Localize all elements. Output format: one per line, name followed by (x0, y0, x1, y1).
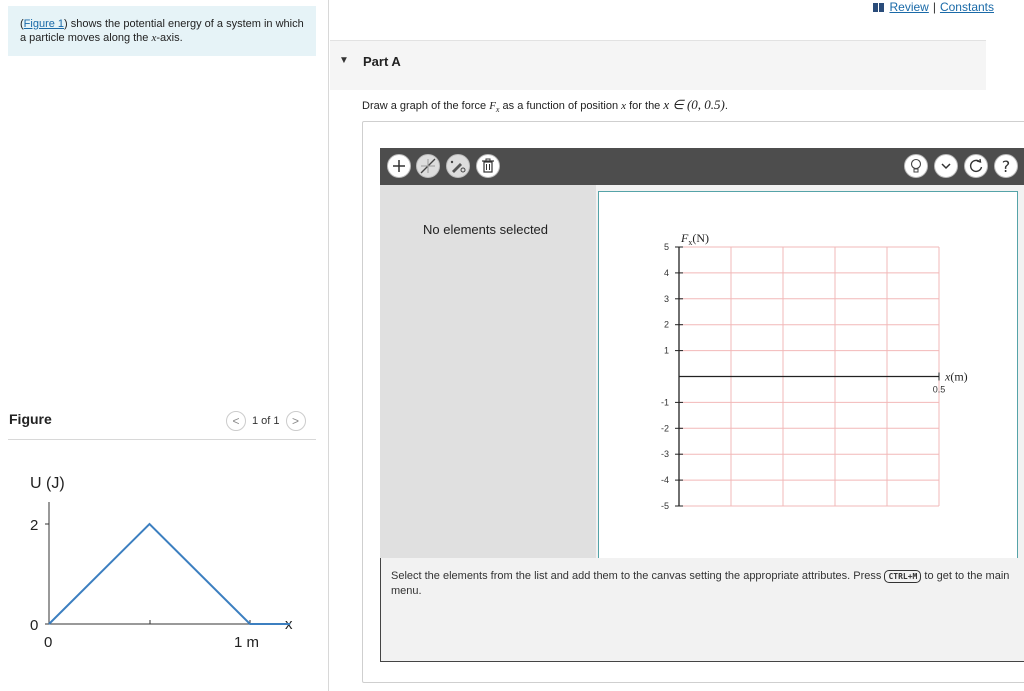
constants-link[interactable]: Constants (939, 0, 994, 14)
figure-ylabel: U (J) (30, 475, 65, 492)
line-tool-button[interactable] (416, 154, 440, 178)
link-separator: | (932, 0, 936, 14)
x-tick-label: 0.5 (932, 384, 946, 395)
no-elements-text: No elements selected (423, 222, 549, 237)
figure-link[interactable]: Figure 1 (23, 18, 65, 30)
instructions-after: to get to the main menu. (391, 570, 1010, 597)
force-var-sub: x (495, 105, 500, 115)
domain-expression: x ∈ (0, 0.5) (663, 97, 725, 112)
y-tick-label: -5 (660, 501, 669, 511)
question-prefix: Draw a graph of the force (362, 100, 490, 112)
trash-icon (481, 158, 495, 174)
open-paren: ( (20, 18, 24, 30)
chevron-down-icon (940, 161, 952, 171)
part-title: Part A (363, 54, 401, 69)
figure-ytick-2: 2 (30, 517, 39, 534)
x-axis-label-unit: (m) (950, 369, 968, 384)
graph-toolbar (380, 148, 1024, 185)
y-tick-label: 2 (663, 319, 669, 330)
review-link[interactable]: Review (889, 0, 929, 14)
potential-energy-figure (8, 462, 308, 662)
delete-button[interactable] (476, 154, 500, 178)
potential-energy-curve (49, 524, 290, 624)
add-element-button[interactable] (387, 154, 411, 178)
figure-xtick-1m: 1 m (234, 634, 260, 651)
line-tool-icon (419, 157, 437, 175)
y-tick-label: 5 (663, 242, 669, 252)
problem-var: x (151, 32, 157, 44)
figure-pager (226, 411, 306, 431)
top-links (873, 0, 994, 14)
x-axis-label-var: x (945, 369, 951, 384)
pager-count: 1 of 1 (252, 415, 280, 427)
y-tick-label: -4 (660, 475, 669, 486)
book-icon (873, 3, 885, 12)
edit-points-icon (449, 157, 467, 175)
graph-canvas-frame[interactable] (598, 191, 1018, 559)
hint-button[interactable] (904, 154, 928, 178)
problem-text-end: -axis. (156, 32, 183, 44)
help-button[interactable]: ? (994, 154, 1018, 178)
force-var-symbol: F (489, 100, 496, 112)
lightbulb-icon (909, 158, 923, 174)
column-divider (328, 0, 329, 691)
force-var (489, 100, 500, 115)
reset-button[interactable] (964, 154, 988, 178)
question-mid2: for the (626, 100, 664, 112)
figure-ytick-0: 0 (30, 617, 39, 634)
y-tick-label: -1 (660, 397, 669, 408)
prev-figure-button[interactable]: < (226, 411, 246, 431)
y-tick-label: 3 (663, 293, 669, 304)
instructions-before: Select the elements from the list and add them to the canvas setting the appropriate attributes. Press (391, 570, 885, 582)
figure-xlabel: x (285, 616, 293, 633)
add-icon (391, 158, 407, 174)
elements-panel (380, 185, 596, 558)
position-var: x (621, 100, 627, 112)
figure-heading: Figure (9, 411, 52, 427)
y-tick-label: -3 (660, 449, 669, 460)
y-axis-label-sub: x (688, 238, 693, 247)
question-suffix: . (724, 100, 728, 112)
y-axis-label (680, 231, 709, 247)
next-figure-button[interactable]: > (286, 411, 306, 431)
figure-divider (8, 439, 316, 440)
reset-icon (968, 158, 984, 174)
menu-dropdown-button[interactable] (934, 154, 958, 178)
figure-xtick-0: 0 (44, 634, 53, 651)
y-axis-label-var: F (681, 231, 689, 245)
y-tick-label: 4 (663, 267, 669, 278)
force-graph-canvas[interactable] (599, 192, 1017, 558)
y-tick-label: 1 (663, 345, 669, 356)
question-text (362, 97, 728, 114)
instructions-area (380, 558, 1024, 662)
problem-statement (8, 6, 316, 56)
problem-text: ) shows the potential energy of a system in which a particle moves along the (20, 18, 304, 44)
y-tick-label: -2 (660, 423, 669, 434)
y-axis-label-unit: (N) (692, 231, 710, 245)
part-a-header[interactable] (330, 40, 986, 90)
ctrl-m-key: CTRL+M (884, 570, 921, 583)
edit-points-button[interactable] (446, 154, 470, 178)
collapse-caret-icon[interactable]: ▼ (339, 55, 349, 66)
instructions-text (391, 569, 1021, 599)
question-mid: as a function of position (499, 100, 622, 112)
x-axis-label (944, 370, 968, 384)
